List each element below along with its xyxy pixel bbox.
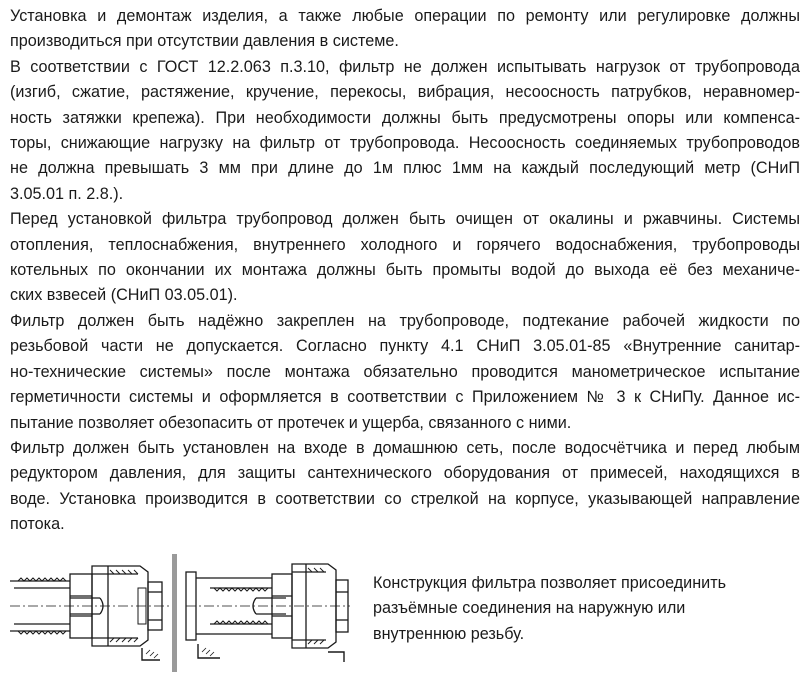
text-line: герметичности системы и оформляется в соответствии с Приложением № 3 к СНиПу. Данное ис- bbox=[10, 388, 800, 407]
text-line: резьбовой части не допускается. Согласно пункту 4.1 СНиП 3.05.01-85 «Внутренние санитар- bbox=[10, 337, 800, 356]
union-fittings-cross-section bbox=[10, 548, 350, 672]
paragraph-gost-loads bbox=[10, 55, 800, 207]
internal-thread-fitting bbox=[186, 564, 350, 662]
text-line: Фильтр должен быть установлен на входе в домашнюю сеть, после водосчётчика и перед любым bbox=[10, 438, 800, 457]
paragraph-fixing-test bbox=[10, 309, 800, 436]
text-line: потока. bbox=[10, 515, 65, 534]
divider-bar bbox=[172, 554, 177, 672]
text-line: 3.05.01 п. 2.8.). bbox=[10, 184, 124, 203]
text-line: воде. Установка производится в соответствии со стрелкой на корпусе, указывающей направление bbox=[10, 489, 800, 508]
text-line: отопления, теплоснабжения, внутреннего холодного и горячего водоснабжения, трубопроводы bbox=[10, 235, 800, 254]
text-line: ских взвесей (СНиП 03.05.01). bbox=[10, 286, 238, 305]
text-line: редуктором давления, для защиты сантехнического оборудования от примесей, находящихся в bbox=[10, 464, 800, 483]
text-line: Установка и демонтаж изделия, а также любые операции по ремонту или регулировке должны bbox=[10, 7, 800, 25]
caption-line: Конструкция фильтра позволяет присоединить bbox=[373, 574, 727, 592]
external-thread-fitting bbox=[10, 566, 170, 660]
text-line: Перед установкой фильтра трубопровод должен быть очищен от окалины и ржавчины. Системы bbox=[10, 210, 800, 229]
paragraph-installation-place bbox=[10, 436, 800, 538]
text-line: Фильтр должен быть надёжно закреплен на трубопроводе, подтекание рабочей жидкости по bbox=[10, 311, 800, 330]
paragraph-pipe-cleaning bbox=[10, 207, 800, 309]
paragraph-depressurize bbox=[10, 4, 800, 55]
connection-drawing bbox=[10, 548, 350, 672]
text-line: В соответствии с ГОСТ 12.2.063 п.3.10, фильтр не должен испытывать нагрузок от трубопровода bbox=[10, 57, 800, 76]
text-line: ность затяжки крепежа). При необходимости должны быть предусмотрены опоры или компенса- bbox=[10, 108, 800, 127]
caption-line: разъёмные соединения на наружную или bbox=[373, 599, 686, 618]
text-line: производиться при отсутствии давления в системе. bbox=[10, 32, 399, 51]
text-line: котельных по окончании их монтажа должны быть промыты водой до выхода её без механиче- bbox=[10, 261, 800, 280]
instructions-text bbox=[10, 4, 800, 538]
caption-line: внутреннюю резьбу. bbox=[373, 624, 525, 643]
text-line: но-технические системы» после монтажа обязательно проводится манометрическое испытание bbox=[10, 362, 800, 381]
drawing-caption bbox=[373, 571, 793, 647]
text-line: не должна превышать 3 мм при длине до 1м плюс 1мм на каждый последующий метр (СНиП bbox=[10, 159, 800, 178]
text-line: (изгиб, сжатие, растяжение, кручение, перекосы, вибрация, несоосность патрубков, неравномер- bbox=[10, 83, 800, 102]
text-line: пытание позволяет обезопасить от протечек и ущерба, связанного с ними. bbox=[10, 413, 572, 432]
text-line: торы, снижающие нагрузку на фильтр от трубопровода. Несоосность соединяемых трубопроводов bbox=[10, 134, 800, 153]
